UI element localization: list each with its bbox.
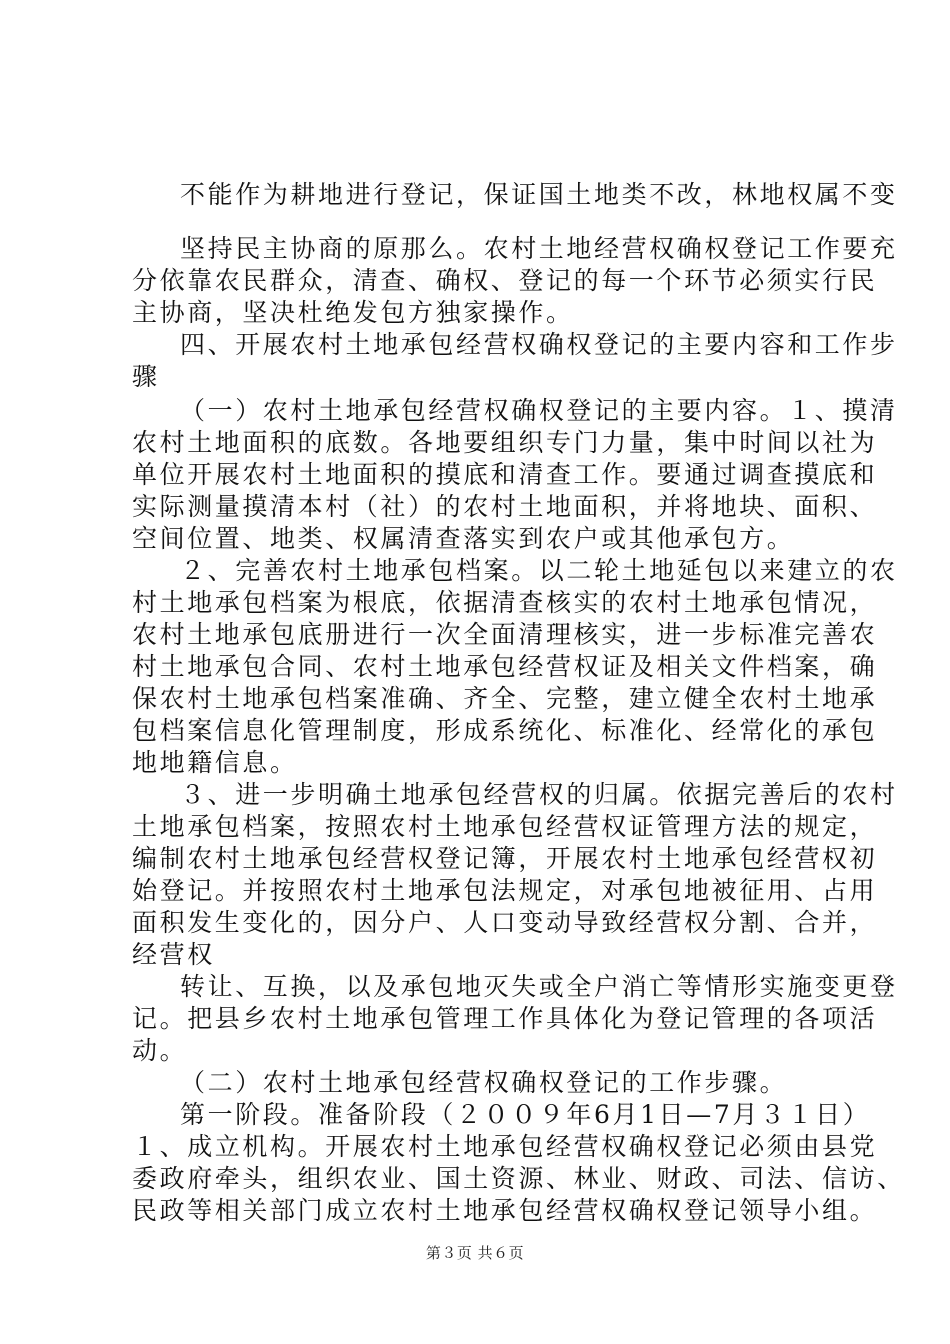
text-line: 记。把县乡农村土地承包管理工作具体化为登记管理的各项活 bbox=[132, 1004, 878, 1033]
text-line: ３、进一步明确土地承包经营权的归属。依据完善后的农村 bbox=[180, 780, 898, 809]
text-line: 委政府牵头，组织农业、国土资源、林业、财政、司法、信访、 bbox=[132, 1164, 905, 1193]
page-number-footer: 第３页 共６页 bbox=[425, 1244, 525, 1262]
text-line: 保农村土地承包档案准确、齐全、完整，建立健全农村土地承 bbox=[132, 684, 878, 713]
text-line: 包档案信息化管理制度，形成系统化、标准化、经常化的承包 bbox=[132, 716, 878, 745]
text-line: 空间位置、地类、权属清查落实到农户或其他承包方。 bbox=[132, 524, 795, 553]
text-line: ２、完善农村土地承包档案。以二轮土地延包以来建立的农 bbox=[180, 556, 898, 585]
text-line: 农村土地承包底册进行一次全面清理核实，进一步标准完善农 bbox=[132, 620, 878, 649]
text-line: （一）农村土地承包经营权确权登记的主要内容。１、摸清 bbox=[180, 396, 898, 425]
section-heading: 骤 bbox=[132, 362, 160, 391]
text-line: １、成立机构。开展农村土地承包经营权确权登记必须由县党 bbox=[132, 1132, 878, 1161]
text-line: 单位开展农村土地面积的摸底和清查工作。要通过调查摸底和 bbox=[132, 460, 878, 489]
text-line: 村土地承包档案为根底，依据清查核实的农村土地承包情况， bbox=[132, 588, 878, 617]
text-line: 不能作为耕地进行登记，保证国土地类不改，林地权属不变 bbox=[180, 180, 898, 209]
text-line: 民政等相关部门成立农村土地承包经营权确权登记领导小组。 bbox=[132, 1196, 878, 1225]
section-heading: （二）农村土地承包经营权确权登记的工作步骤。 bbox=[180, 1068, 788, 1097]
text-line: 转让、互换，以及承包地灭失或全户消亡等情形实施变更登 bbox=[180, 972, 898, 1001]
text-line: 编制农村土地承包经营权登记簿，开展农村土地承包经营权初 bbox=[132, 844, 878, 873]
text-line: 地地籍信息。 bbox=[132, 748, 298, 777]
text-line: 分依靠农民群众，清查、确权、登记的每一个环节必须实行民 bbox=[132, 266, 878, 295]
text-line: 动。 bbox=[132, 1036, 188, 1065]
text-line: 村土地承包合同、农村土地承包经营权证及相关文件档案，确 bbox=[132, 652, 878, 681]
text-line: 主协商，坚决杜绝发包方独家操作。 bbox=[132, 298, 574, 327]
text-line: 始登记。并按照农村土地承包法规定，对承包地被征用、占用 bbox=[132, 876, 878, 905]
text-line: 第一阶段。准备阶段（２００９年6月1日—7月３１日） bbox=[180, 1100, 871, 1129]
text-line: 实际测量摸清本村（社）的农村土地面积，并将地块、面积、 bbox=[132, 492, 878, 521]
text-line: 土地承包档案，按照农村土地承包经营权证管理方法的规定， bbox=[132, 812, 878, 841]
text-line: 经营权 bbox=[132, 940, 215, 969]
text-line: 面积发生变化的，因分户、人口变动导致经营权分割、合并， bbox=[132, 908, 878, 937]
text-line: 农村土地面积的底数。各地要组织专门力量，集中时间以社为 bbox=[132, 428, 878, 457]
text-line: 坚持民主协商的原那么。农村土地经营权确权登记工作要充 bbox=[180, 234, 898, 263]
section-heading: 四、开展农村土地承包经营权确权登记的主要内容和工作步 bbox=[180, 330, 898, 359]
